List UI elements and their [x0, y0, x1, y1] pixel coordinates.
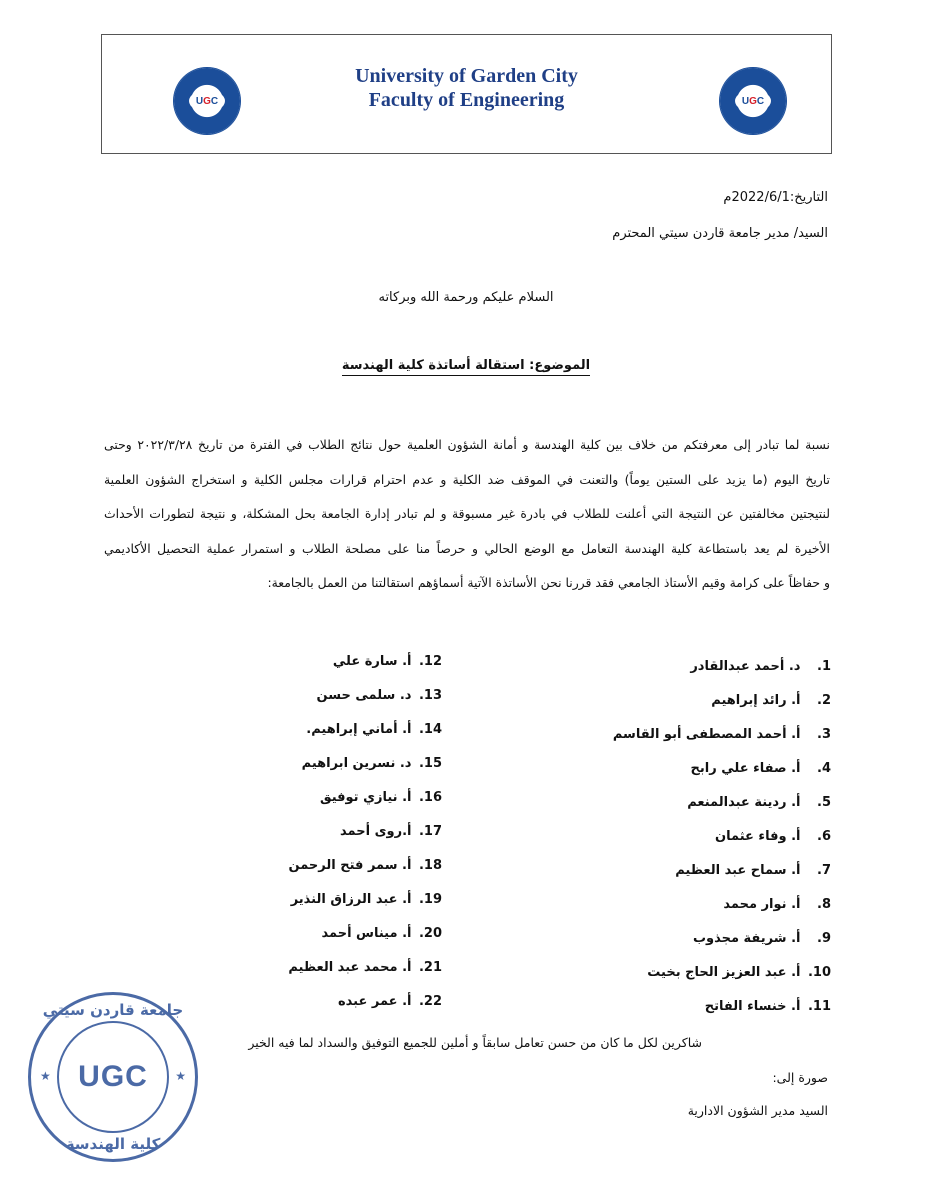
list-item: 2. أ. رائد إبراهيم	[711, 693, 831, 708]
list-item: 13. د. سلمى حسن	[316, 688, 442, 703]
star-icon: ★	[40, 1069, 51, 1083]
list-item: 4. أ. صفاء علي رابح	[690, 761, 831, 776]
subject-text: الموضوع: استقالة أساتذة كلية الهندسة	[342, 358, 590, 376]
stamp-bottom-text: كلية الهندسة	[65, 1135, 161, 1153]
list-item: 10. أ. عبد العزيز الحاج بخيت	[647, 965, 831, 980]
official-stamp-icon	[28, 992, 198, 1162]
letter-addressee: السيد/ مدير جامعة قاردن سيتي المحترم	[612, 226, 828, 241]
university-name: University of Garden City	[355, 65, 578, 87]
list-item: 11. أ. خنساء الفاتح	[704, 999, 831, 1014]
cc-recipient: السيد مدير الشؤون الادارية	[687, 1103, 828, 1118]
stamp-center-text: UGC	[78, 1060, 148, 1093]
list-item: 19. أ. عبد الرزاق النذير	[290, 892, 442, 907]
letter-date: التاريخ:2022/6/1م	[723, 190, 828, 205]
body-line: تاريخ اليوم (ما يزيد على الستين يوماً) والتعنت في الموقف ضد الكلية و عدم احترام قرارات مجلس الكلية و استخراج الشؤون العلمية	[104, 471, 830, 487]
list-item: 3. أ. أحمد المصطفى أبو القاسم	[612, 727, 831, 742]
list-item: 1. د. أحمد عبدالقادر	[690, 659, 831, 674]
letter-body	[104, 428, 830, 601]
letter-subject	[0, 358, 932, 373]
letter-greeting: السلام عليكم ورحمة الله وبركاته	[378, 290, 554, 305]
list-item: 8. أ. نوار محمد	[723, 897, 831, 912]
faculty-name: Faculty of Engineering	[368, 89, 565, 111]
list-item: 18. أ. سمر فتح الرحمن	[288, 858, 442, 873]
list-item: 6. أ. وفاء عثمان	[715, 829, 831, 844]
body-line: الأخيرة لم يعد باستطاعة كلية الهندسة التعامل مع الوضع الحالي و حرصاً منا على مصلحة الطلاب و استمرار عملية التحصيل الأكاديمي	[104, 540, 830, 556]
list-item: 20. أ. ميناس أحمد	[321, 926, 442, 941]
list-item: 14. أ. أماني إبراهيم.	[306, 722, 442, 737]
star-icon: ★	[175, 1069, 186, 1083]
list-item: 5. أ. ردينة عبدالمنعم	[687, 795, 831, 810]
letterhead	[101, 34, 832, 154]
list-item: 21. أ. محمد عبد العظيم	[288, 960, 442, 975]
list-item: 7. أ. سماح عبد العظيم	[675, 863, 831, 878]
list-item: 9. أ. شريفة مجذوب	[692, 931, 831, 946]
letter-closing: شاكرين لكل ما كان من حسن تعامل سابقاً و أملين للجميع التوفيق والسداد لما فيه الخير	[248, 1035, 702, 1050]
university-logo-icon: U G C	[720, 68, 786, 134]
body-line: نسبة لما تبادر إلى معرفتكم من خلاف بين كلية الهندسة و أمانة الشؤون العلمية حول نتائج الطلاب في الفترة من تاريخ ٢٠٢٢/٣/٢٨ وحتى	[104, 437, 830, 452]
names-list-right	[613, 650, 831, 1024]
stamp-top-text: جامعة قاردن سيتي	[42, 1001, 184, 1019]
list-item: 16. أ. نيازي توفيق	[319, 790, 442, 805]
list-item: 15. د. نسرين ابراهيم	[301, 756, 442, 771]
list-item: 22. أ. عمر عبده	[337, 994, 442, 1009]
names-list-left	[288, 645, 442, 1019]
body-line: لنتيجتين مخالفتين عن النتيجة التي أعلنت للطلاب في بادرة غير مسبوقة و لم تبادر إدارة الجامعة بحل المشكلة، و نتيجة لتطورات الأحداث	[104, 506, 830, 521]
list-item: 12. أ. سارة علي	[332, 654, 442, 669]
body-line: و حفاظاً على كرامة وقيم الأستاذ الجامعي فقد قررنا نحن الأساتذة الآتية أسماؤهم استقالتنا من العمل بالجامعة:	[267, 575, 830, 590]
university-logo-icon: U G C	[174, 68, 240, 134]
list-item: 17. أ.روى أحمد	[340, 824, 442, 839]
cc-label: صورة إلى:	[772, 1070, 828, 1085]
